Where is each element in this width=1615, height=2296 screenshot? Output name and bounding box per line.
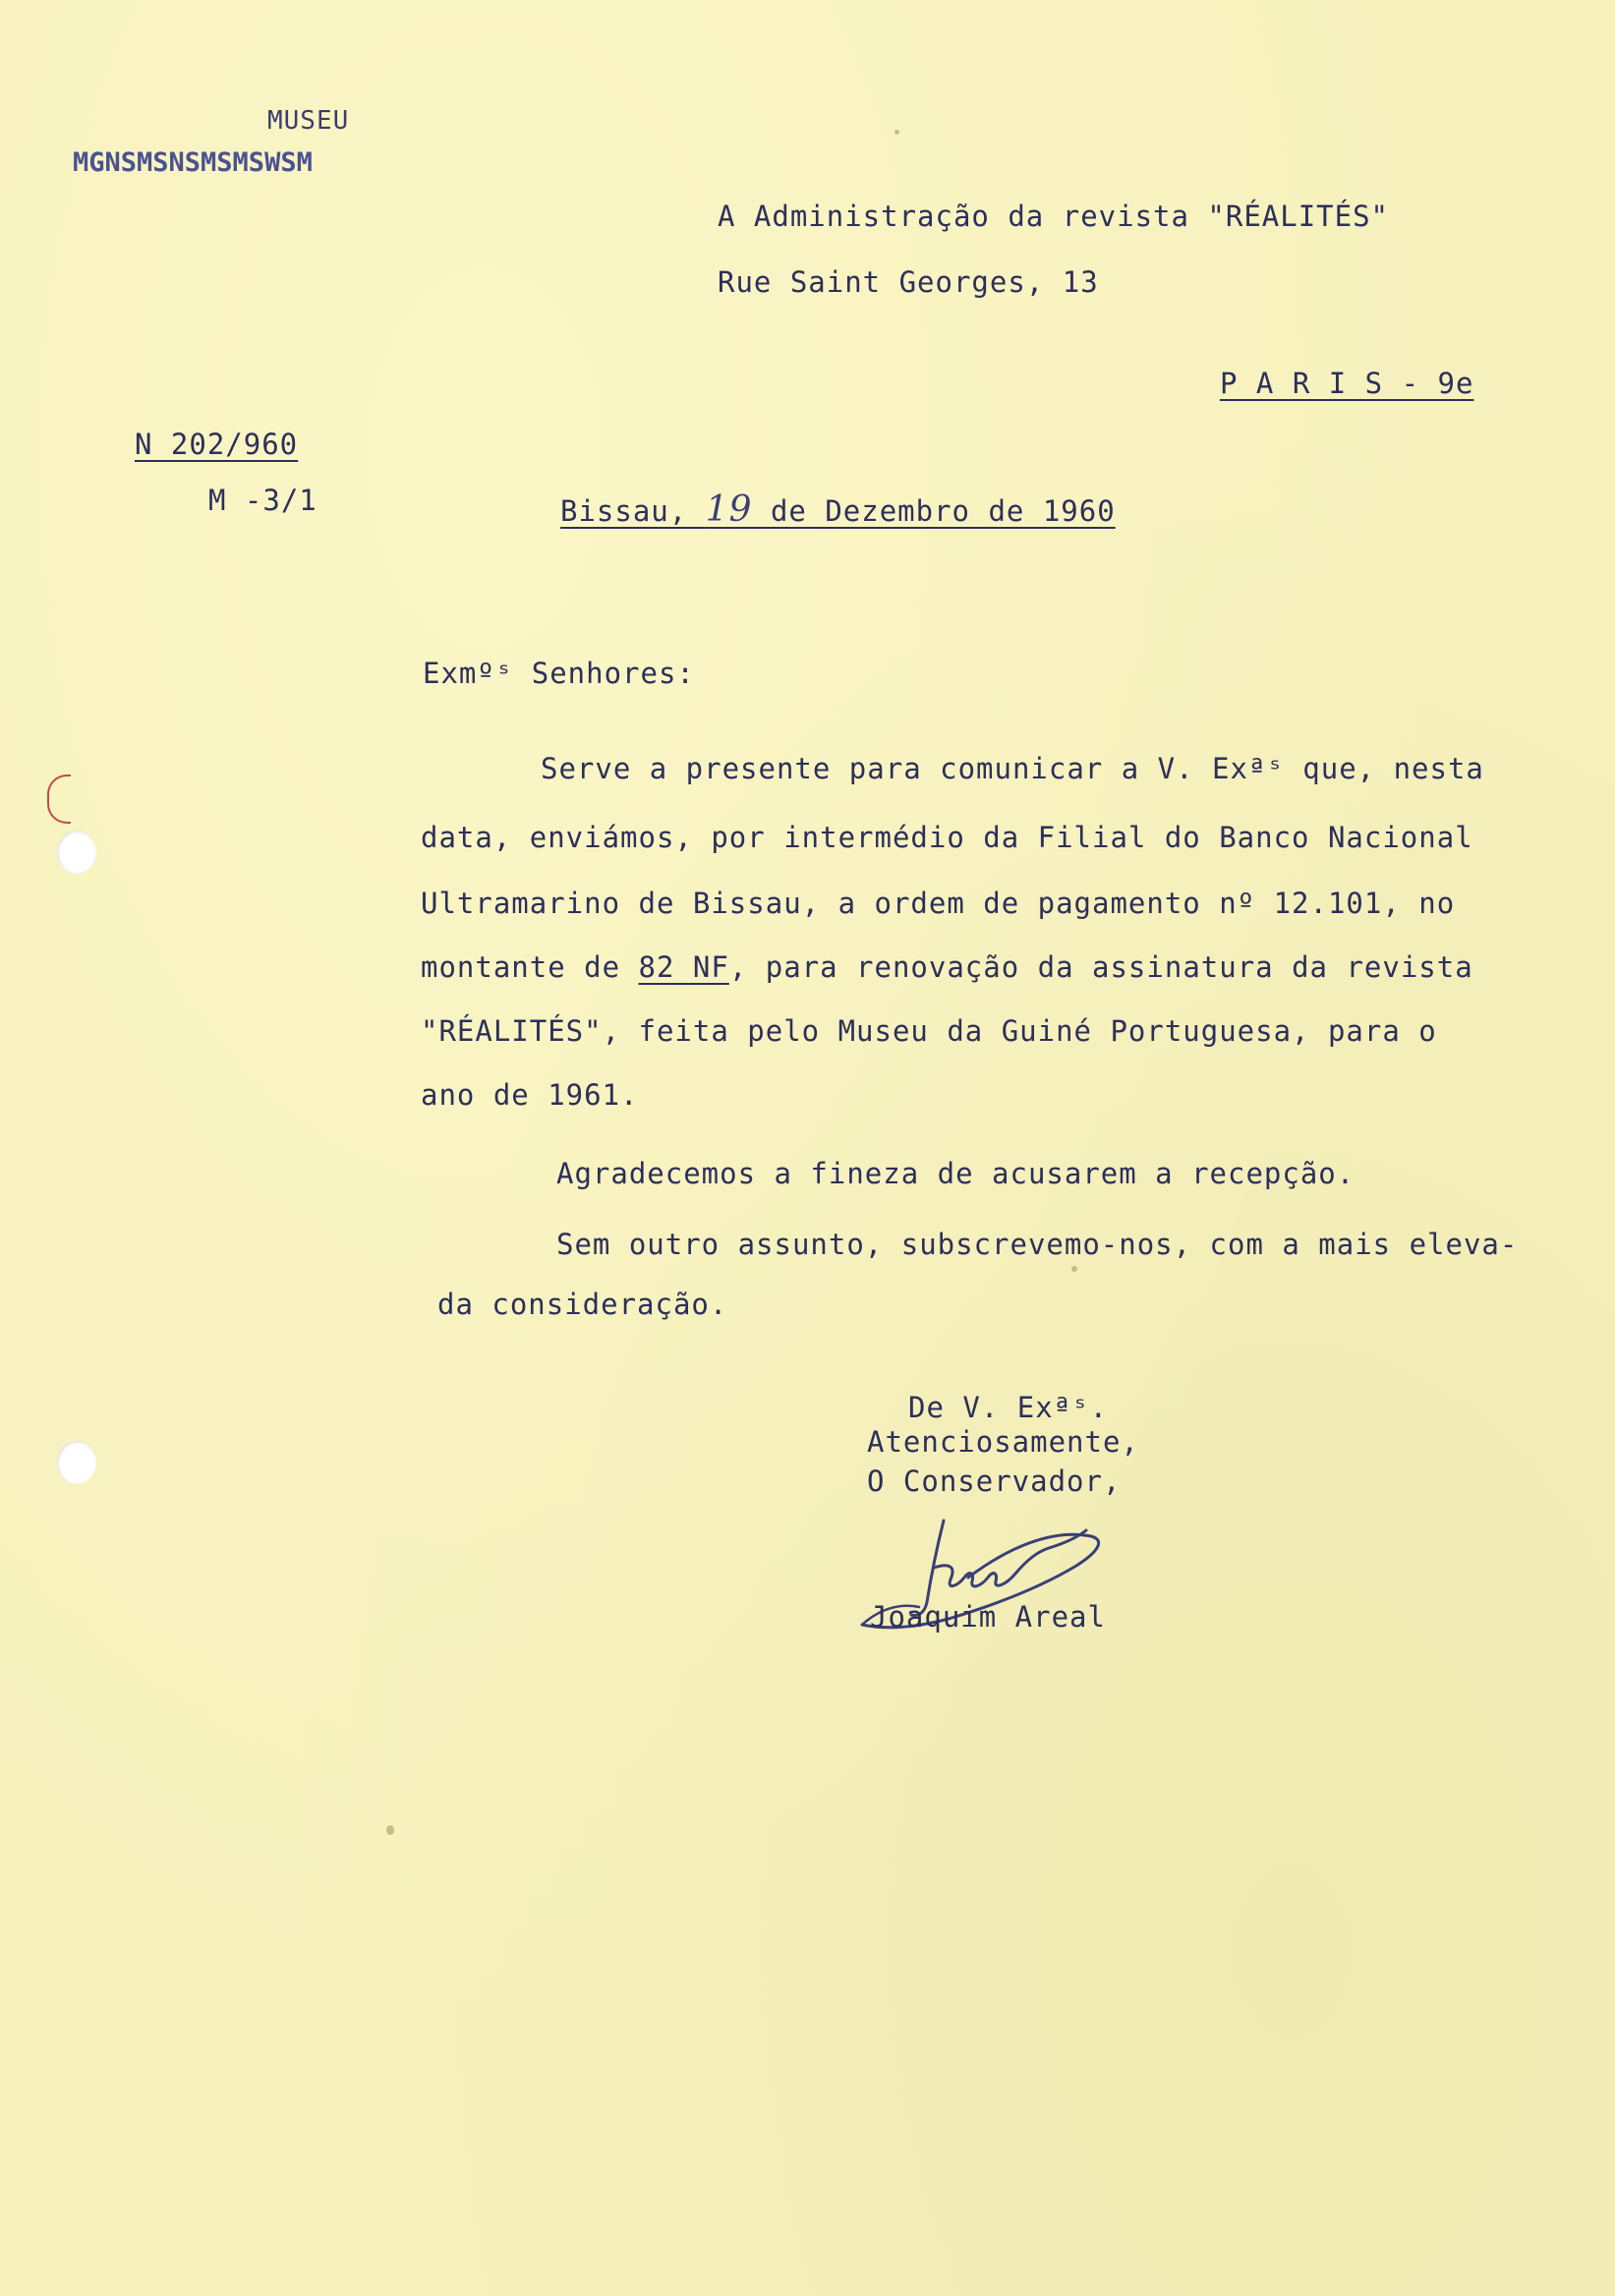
body-p1-line-2: data, enviámos, por intermédio da Filial do Banco Nacional bbox=[421, 821, 1473, 854]
salutation: Exmºˢ Senhores: bbox=[423, 657, 695, 690]
paper-speck bbox=[1071, 1266, 1077, 1272]
closing-line-1: De V. Exªˢ. bbox=[908, 1391, 1109, 1424]
closing-line-2: Atenciosamente, bbox=[867, 1425, 1139, 1459]
body-p2: Agradecemos a fineza de acusarem a recepção. bbox=[556, 1157, 1355, 1190]
signatory-name: Joaquim Areal bbox=[870, 1600, 1106, 1634]
body-p1-line-4-start: montante de bbox=[421, 950, 639, 984]
address-line-1: A Administração da revista "RÉALITÉS" bbox=[718, 200, 1390, 233]
body-p1-line-4 bbox=[421, 950, 1473, 984]
reference-number bbox=[135, 428, 298, 461]
stamp-museum-label: MUSEU bbox=[267, 106, 350, 136]
punch-hole-top bbox=[57, 831, 96, 874]
paper-speck bbox=[894, 130, 899, 135]
date-rest: de Dezembro de 1960 bbox=[752, 494, 1116, 528]
body-p1-line-1: Serve a presente para comunicar a V. Exªˢ que, nesta bbox=[541, 752, 1484, 785]
body-p3-line-2: da consideração. bbox=[437, 1288, 728, 1321]
date-day-handwritten: 19 bbox=[705, 489, 753, 530]
paper-speck bbox=[386, 1825, 394, 1835]
body-p1-line-5: "RÉALITÉS", feita pelo Museu da Guiné Portuguesa, para o bbox=[421, 1014, 1437, 1048]
address-city: P A R I S - 9e bbox=[1220, 367, 1474, 400]
body-p1-line-4-end: , para renovação da assinatura da revista bbox=[728, 950, 1473, 984]
payment-amount: 82 NF bbox=[638, 950, 729, 984]
reference-number-text: N 202/960 bbox=[135, 428, 299, 461]
stamp-overtyped-line: MGNSMSNSMSMSWSM bbox=[73, 147, 313, 178]
body-p3-line-1: Sem outro assunto, subscrevemo-nos, com a mais eleva- bbox=[556, 1228, 1519, 1261]
red-pencil-mark bbox=[47, 775, 71, 824]
body-p1-line-6: ano de 1961. bbox=[421, 1078, 639, 1112]
reference-code: M -3/1 bbox=[208, 484, 317, 517]
address-line-2: Rue Saint Georges, 13 bbox=[718, 265, 1099, 299]
body-p1-line-3: Ultramarino de Bissau, a ordem de pagamento nº 12.101, no bbox=[421, 887, 1456, 920]
punch-hole-bottom bbox=[57, 1441, 96, 1484]
closing-line-3: O Conservador, bbox=[867, 1464, 1122, 1498]
date-line bbox=[560, 489, 1116, 530]
date-place: Bissau, bbox=[560, 494, 706, 528]
